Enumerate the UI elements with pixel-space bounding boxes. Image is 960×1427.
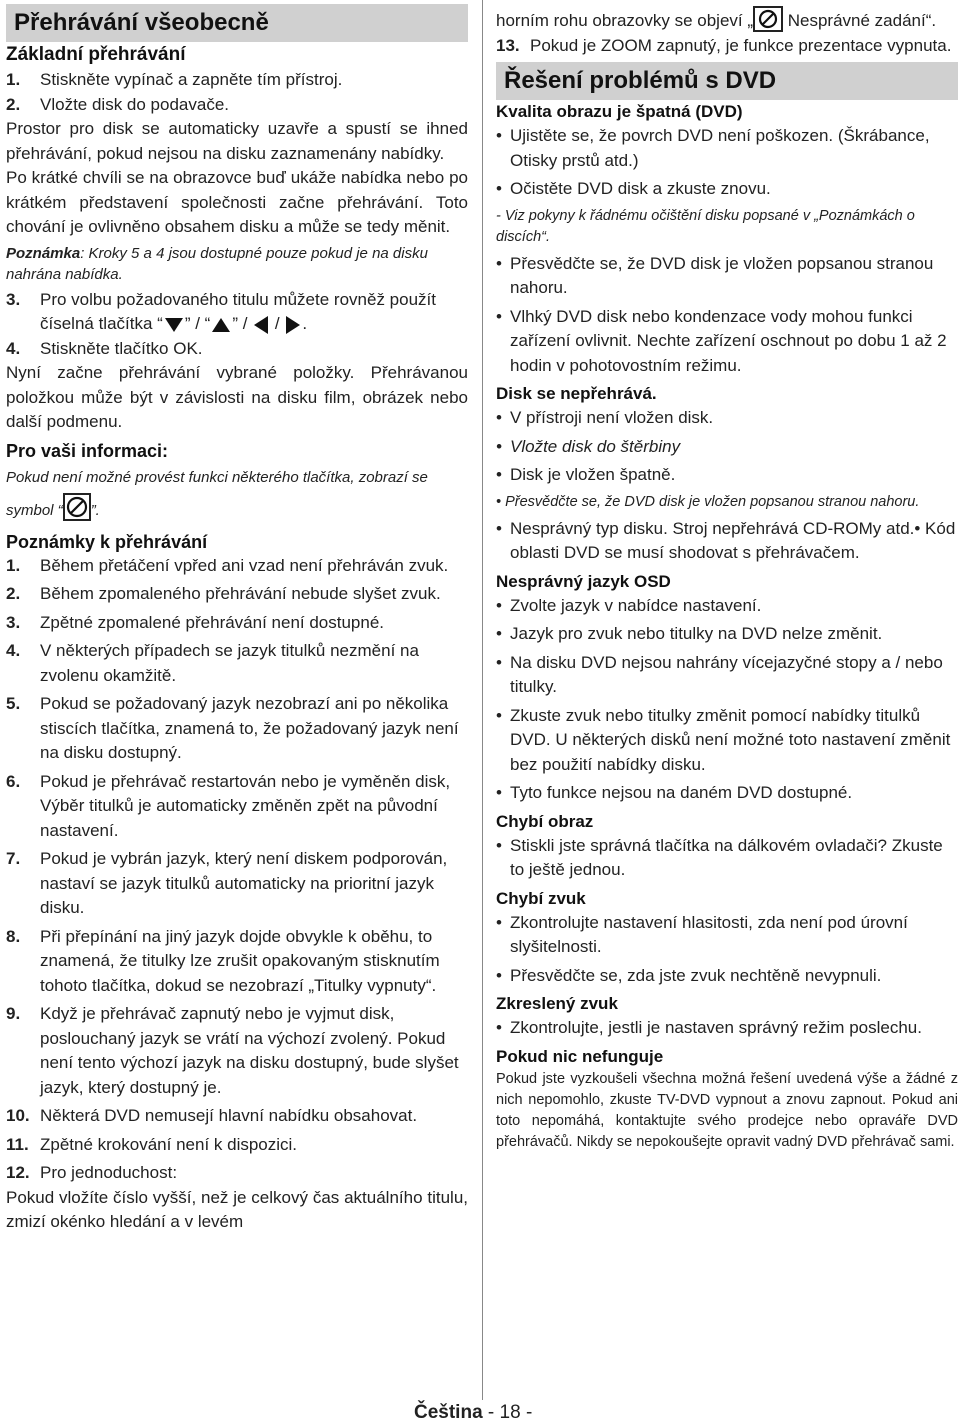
right-column	[496, 0, 958, 1153]
playback-note-6: 6. Pokud je přehrávač restartován nebo je vyměněn disk, Výběr titulků je automaticky změněn zpět na původní nastavení.	[6, 771, 451, 840]
playback-note-3: 3. Zpětné zpomalené přehrávání není dostupné.	[6, 612, 385, 632]
playback-note-7: 7. Pokud je vybrán jazyk, který není diskem podporován, nastaví se jazyk titulků automaticky na prioritní jazyk disku.	[6, 849, 448, 917]
cleaning-note: - Viz pokyny k řádnému očištění disku popsané v „Poznámkách o discích“.	[496, 207, 915, 245]
bullet-item: • Na disku DVD nejsou nahrány vícejazyčné stopy a / nebo titulky.	[496, 652, 943, 696]
heading-nothing-works: Pokud nic nefunguje	[496, 1046, 664, 1066]
heading-no-picture: Chybí obraz	[496, 811, 594, 831]
prohibited-symbol-icon	[753, 6, 783, 32]
heading-osd-language: Nesprávný jazyk OSD	[496, 571, 671, 591]
note: Poznámka: Kroky 5 a 4 jsou dostupné pouze pokud je na disku nahrána nabídka.	[6, 244, 428, 283]
bullet-item: • Nesprávný typ disku. Stroj nepřehrává CD-ROMy atd.• Kód oblasti DVD se musí shodovat s přehrávačem.	[496, 518, 956, 562]
playback-note-9: 9. Když je přehrávač zapnutý nebo je vyjmut disk, poslouchaný jazyk se vrátí na výchozí zvolený. Pokud není tento výchozí jazyk na disku dostupný, bude slyšet jazyk, který dostupný je.	[6, 1004, 459, 1097]
playback-note-10: 10. Některá DVD nemusejí hlavní nabídku obsahovat.	[6, 1106, 418, 1125]
info-heading: Pro vaši informaci:	[6, 440, 169, 461]
bullet-item: • Přesvědčte se, zda jste zvuk nechtěně nevypnuli.	[496, 965, 882, 985]
bullet-item: • Vlhký DVD disk nebo kondenzace vody mohou funkci zařízení ovlivnit. Nechte zařízení oschnout po dobu 1 až 2 hodin v pohotovostním režimu.	[496, 306, 947, 375]
playback-note-13: 13. Pokud je ZOOM zapnutý, je funkce prezentace vypnuta.	[496, 35, 952, 55]
bullet-item: • Disk je vložen špatně.	[496, 465, 676, 484]
prohibited-symbol-icon	[63, 493, 91, 521]
section-banner-playback: Přehrávání všeobecně	[6, 4, 468, 42]
bullet-item: • Ujistěte se, že povrch DVD není poškozen. (Škrábance, Otisky prstů atd.)	[496, 126, 930, 170]
paragraph-auto-close: Prostor pro disk se automaticky uzavře a spustí se ihned přehrávání, pokud nejsou na disku zaznamenány nabídky.	[6, 119, 468, 163]
info-text: Pokud není možné provést funkci některého tlačítka, zobrazí se symbol “ ”.	[6, 468, 428, 519]
playback-note-4: 4. V některých případech se jazyk titulků nezmění na zvolenu okamžitě.	[6, 641, 419, 685]
playback-notes-heading: Poznámky k přehrávání	[6, 531, 208, 552]
basic-playback-heading: Základní přehrávání	[6, 44, 186, 65]
note-label: Poznámka	[6, 244, 81, 262]
paragraph-search-note: Pokud vložíte číslo vyšší, než je celkový čas aktuálního titulu, zmizí okénko hledání a v levém	[6, 1187, 468, 1231]
bullet-item: • V přístroji není vložen disk.	[496, 408, 714, 427]
bullet-item: • Očistěte DVD disk a zkuste znovu.	[496, 179, 771, 198]
bullet-item: • Zkuste zvuk nebo titulky změnit pomocí nabídky titulků DVD. U některých disků není možné toto nastavení změnit bez použití nabídky disku.	[496, 705, 951, 774]
playback-note-12: 12. Pro jednoduchost:	[6, 1163, 178, 1182]
step-2: 2. Vložte disk do podavače.	[6, 94, 230, 114]
page-footer	[414, 1402, 532, 1424]
heading-picture-quality: Kvalita obrazu je špatná (DVD)	[496, 102, 743, 121]
heading-no-sound: Chybí zvuk	[496, 888, 586, 908]
bullet-item: • Jazyk pro zvuk nebo titulky na DVD nelze změnit.	[496, 624, 883, 643]
playback-note-11: 11. Zpětné krokování není k dispozici.	[6, 1134, 298, 1154]
continued-text: horním rohu obrazovky se objeví „ Nesprávné zadání“.	[496, 6, 958, 34]
step-1: 1. Stiskněte vypínač a zapněte tím přístroj.	[6, 70, 343, 89]
playback-note-8: 8. Při přepínání na jiný jazyk dojde obvykle k oběhu, to znamená, že titulky lze zrušit opakovaným stisknutím tohoto tlačítka, dokud se nezobrazí „Titulky vypnuty“.	[6, 926, 440, 995]
arrow-down-icon	[165, 318, 183, 332]
insert-note: • Přesvědčte se, že DVD disk je vložen popsanou stranou nahoru.	[496, 493, 920, 510]
footer-language: Čeština	[414, 1402, 483, 1423]
page-number: - 18 -	[482, 1402, 533, 1423]
arrow-up-icon	[212, 318, 230, 332]
step-4: 4. Stiskněte tlačítko OK.	[6, 338, 203, 358]
paragraph-menu-display: Po krátké chvíli se na obrazovce buď ukáže nabídka nebo po krátkém představení společnosti začne přehrávání. Toto chování je ovlivněno obsahem disku a může se tedy měnit.	[6, 168, 468, 236]
left-column	[6, 0, 468, 1235]
bullet-item: • Zvolte jazyk v nabídce nastavení.	[496, 595, 762, 615]
bullet-item: • Tyto funkce nejsou na daném DVD dostupné.	[496, 783, 853, 802]
paragraph-playback-starts: Nyní začne přehrávání vybrané položky. Přehrávanou položkou může být v závislosti na disku film, obrázek nebo další podmenu.	[6, 363, 468, 431]
bullet-item: • Vložte disk do štěrbiny	[496, 436, 681, 456]
bullet-item: • Zkontrolujte, jestli je nastaven správný režim poslechu.	[496, 1018, 922, 1037]
playback-note-2: 2. Během zpomaleného přehrávání nebude slyšet zvuk.	[6, 584, 441, 603]
bullet-item: • Přesvědčte se, že DVD disk je vložen popsanou stranou nahoru.	[496, 253, 934, 297]
step-3: 3. Pro volbu požadovaného titulu můžete rovněž použít číselná tlačítka “ ” / “ ” / / .	[6, 289, 436, 333]
playback-note-5: 5. Pokud se požadovaný jazyk nezobrazí ani po několika stiscích tlačítka, znamená to, že požadovaný jazyk není na disku dostupný.	[6, 694, 459, 762]
bullet-item: • Zkontrolujte nastavení hlasitosti, zda není pod úrovní slyšitelnosti.	[496, 912, 908, 956]
heading-disc-not-playing: Disk se nepřehrává.	[496, 384, 657, 403]
column-divider	[482, 0, 483, 1400]
arrow-left-icon	[254, 316, 268, 334]
bullet-item: • Stiskli jste správná tlačítka na dálkovém ovladači? Zkuste to ještě jednou.	[496, 835, 943, 879]
heading-distorted-sound: Zkreslený zvuk	[496, 994, 618, 1013]
playback-note-1: 1. Během přetáčení vpřed ani vzad není přehráván zvuk.	[6, 555, 449, 575]
paragraph-contact-dealer: Pokud jste vyzkoušeli všechna možná řešení uvedená výše a žádné z nich nepomohlo, zkuste TV-DVD vypnout a znovu zapnout. Pokud ani toto nepomáhá, kontaktujte svého prodejce nebo opraváře DVD přehrávačů. Nikdy se nepokoušejte opravit vadný DVD přehrávač sami.	[496, 1070, 958, 1150]
section-banner-troubleshooting: Řešení problémů s DVD	[496, 62, 958, 100]
arrow-right-icon	[286, 316, 300, 334]
